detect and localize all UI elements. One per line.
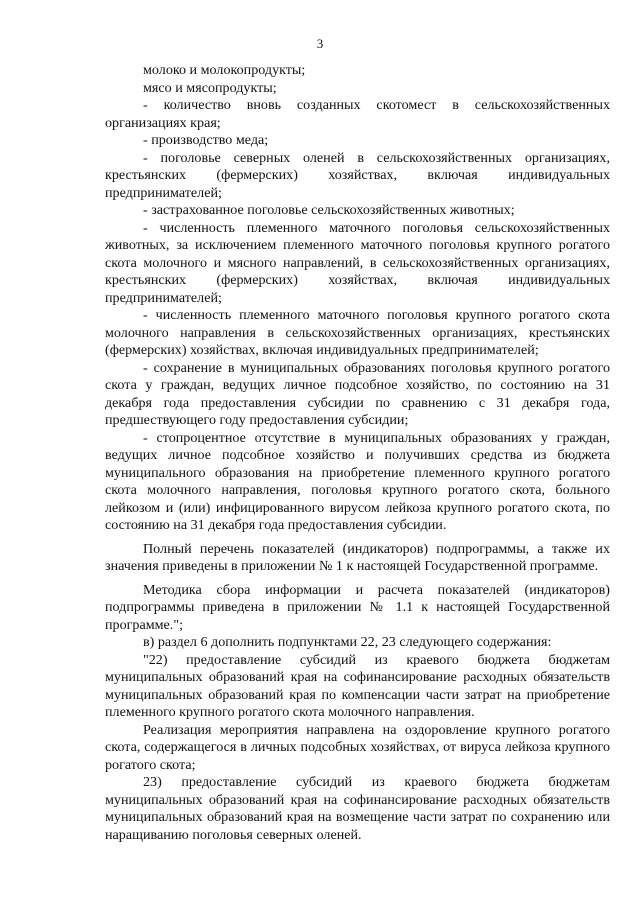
page-number: 3: [316, 36, 324, 51]
paragraph: - производство меда;: [143, 132, 269, 148]
paragraph: - поголовье северных оленей в сельскохозяйственных организациях, крестьянских (фермерских) хозяйствах, включая индивидуальных предпринимателей;: [105, 149, 610, 201]
paragraph: Реализация мероприятия направлена на оздоровление крупного рогатого скота, содержащегося в личных подсобных хозяйствах, от вируса лейкоза крупного рогатого скота;: [105, 721, 610, 773]
paragraph: - численность племенного маточного поголовья сельскохозяйственных животных, за исключением племенного маточного поголовья крупного рогатого скота молочного и мясного направлений, в сельскохозяйственных организациях, крестьянских (фермерских) хозяйствах, включая индивидуальных предпринимателей;: [105, 219, 610, 306]
paragraph: 23) предоставление субсидий из краевого бюджета бюджетам муниципальных образований края на софинансирование расходных обязательств муниципальных образований края на возмещение части затрат по сохранению или наращиванию поголовья северных оленей.: [105, 774, 610, 843]
paragraph: в) раздел 6 дополнить подпунктами 22, 23 следующего содержания:: [143, 634, 552, 650]
paragraph: - стопроцентное отсутствие в муниципальных образованиях у граждан, ведущих личное подсобное хозяйство и получивших средства из бюджета муниципального образования на приобретение племенного крупного рогатого скота молочного направления, поголовья крупного рогатого скота, больного лейкозом и (или) инфицированного вирусом лейкоза крупного рогатого скота, по состоянию на 31 декабря года предоставления субсидии.: [105, 429, 610, 533]
paragraph: - численность племенного маточного поголовья крупного рогатого скота молочного направления в сельскохозяйственных организациях, крестьянских (фермерских) хозяйствах, включая индивидуальных предпринимателей;: [105, 307, 610, 358]
paragraph: - застрахованное поголовье сельскохозяйственных животных;: [143, 202, 515, 218]
paragraph: мясо и мясопродукты;: [143, 79, 277, 96]
paragraph: Методика сбора информации и расчета показателей (индикаторов) подпрограммы приведена в приложении № 1.1 к настоящей Государственной программе.";: [105, 581, 610, 633]
document-body: [105, 62, 610, 844]
paragraph: молоко и молокопродукты;: [143, 62, 306, 78]
paragraph: - количество вновь созданных скотомест в сельскохозяйственных организациях края;: [105, 97, 610, 131]
paragraph: - сохранение в муниципальных образованиях поголовья крупного рогатого скота у граждан, ведущих личное подсобное хозяйство, по состоянию на 31 декабря года предоставления субсидии по сравнению с 31 декабря года, предшествующего году предоставления субсидии;: [105, 359, 610, 428]
paragraph: "22) предоставление субсидий из краевого бюджета бюджетам муниципальных образований края на софинансирование расходных обязательств муниципальных образований края по компенсации части затрат на приобретение племенного крупного рогатого скота молочного направления.: [105, 651, 610, 720]
paragraph: Полный перечень показателей (индикаторов) подпрограммы, а также их значения приведены в приложении № 1 к настоящей Государственной программе.: [105, 540, 610, 574]
